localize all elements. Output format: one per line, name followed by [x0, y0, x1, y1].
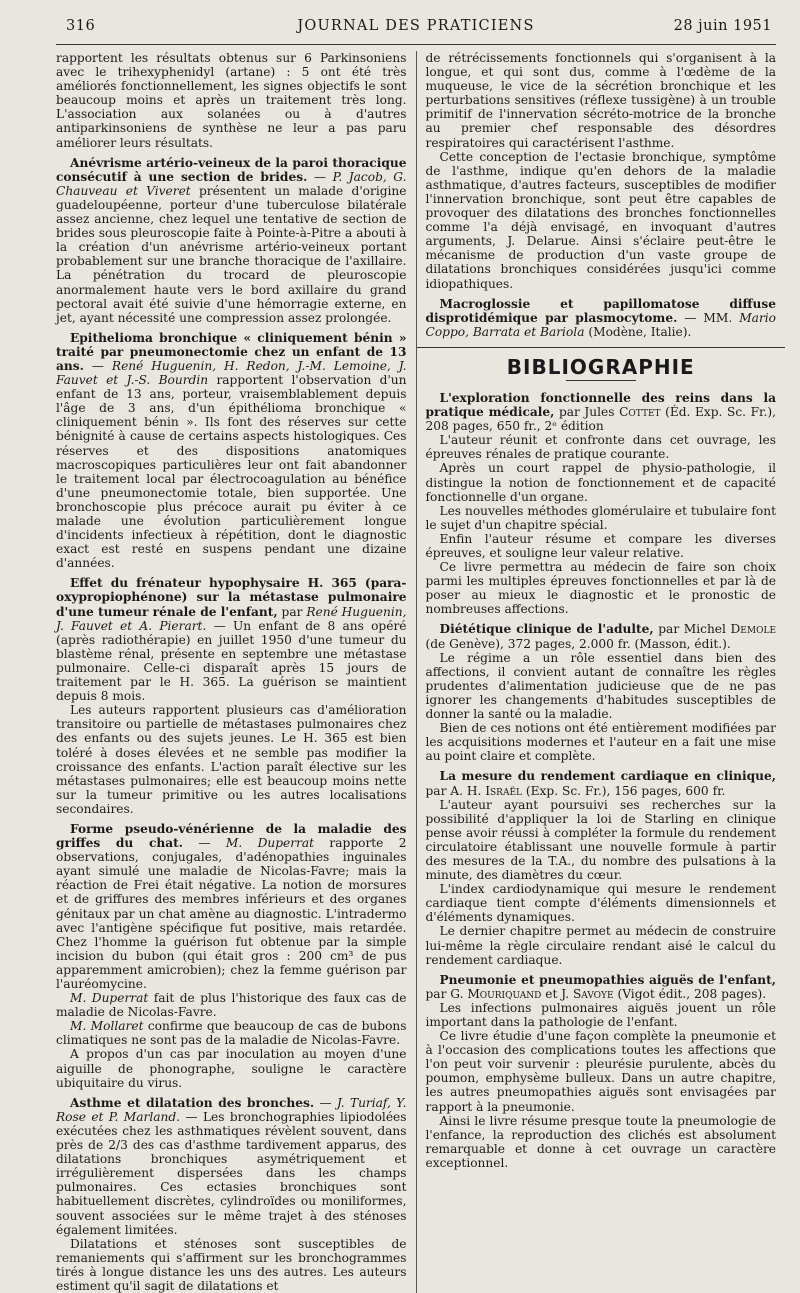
review-paragraph: Ce livre étudie d'une façon complète la pneumonie et à l'occasion des complications toutes les affections que l'on peut voir survenir : pleurésie purulente, abcès du poumon, emphysème bulleux. Dans un autre chapitre, les autres pneumopathies aiguës sont envisagées par rapport à la pneumonie. [425, 1029, 776, 1114]
section-body: rapportent l'observation d'un enfant de 13 ans, porteur, vraisemblablement depuis l'âge de 3 ans, d'un épithélioma bronchique « cliniquement bénin ». Ils font des réserves sur cette bénignité à cause de certains aspects histologiques. Ces réserves et des dispositions anatomiques macroscopiques particulières leur ont fait abandonner le traitement local par électrocoagulation au bénéfice d'une pneumonectomie totale, bien supportée. Une bronchoscopie plus précoce aurait pu éviter à ce malade une évolution particulièrement longue d'incidents infectieux à répétition, dont le diagnostic exact est resté en suspens pendant une dizaine d'années. [56, 373, 407, 571]
section-paragraph [56, 991, 407, 1019]
section-body: fait de plus l'historique des faux cas de maladie de Nicolas-Favre. [56, 991, 407, 1020]
section-paragraph: Effet du frénateur hypophysaire H. 365 (para-oxypropiophénone) sur la métastase pulmonaire d'une tumeur rénale de l'enfant, par René Huguenin, J. Fauvet et A. Pierart. — Un enfant de 8 ans opéré (après radiothérapie) en juillet 1950 d'une tumeur du blastème rénal, présente en septembre une métastase pulmonaire. Celle-ci disparaît après 15 jours de traitement par le H. 365. La guérison se maintient depuis 8 mois. [56, 576, 407, 704]
book-head [426, 622, 777, 650]
section-prefix: MM. [703, 310, 733, 325]
section-title: Anévrisme artério-veineux de la paroi thoracique consécutif à une section de brides. [56, 155, 407, 184]
header-rule [56, 44, 776, 45]
review-paragraph: Les nouvelles méthodes glomérulaire et tubulaire font le sujet d'un chapitre spécial. [425, 503, 776, 532]
book-author: Cottet [619, 405, 661, 420]
left-column [56, 51, 417, 1293]
section-paragraph: Anévrisme artério-veineux de la paroi thoracique consécutif à une section de brides. — P. Jacob, G. Chauveau et Viveret présentent un malade d'origine guadeloupéenne, porteur d'une tuberculose bilatérale assez ancienne, chez lequel une tentative de section de brides sous pleuroscopie faite à Pointe-à-Pitre a abouti à la création d'un anévrisme artério-veineux portant probablement sur une branche thoracique de l'axillaire. La pénétration du trocard de pleuroscopie anormalement haute vers le bord axillaire du grand pectoral avait été suivie d'une hémorragie externe, en jet, ayant nécessité une compression assez prolongée. [56, 155, 407, 325]
review-paragraph: L'auteur réunit et confronte dans cet ouvrage, les épreuves rénales de pratique courante. [425, 433, 776, 462]
section-title: Macroglossie et papillomatose diffuse disprotidémique par plasmocytome. [425, 296, 776, 325]
section-authors: Mario Coppo, Barrata et Bariola [425, 310, 777, 339]
section-authors: J. Turiaf, Y. Rose et P. Marland. [56, 1095, 407, 1124]
section-body: présentent un malade d'origine guadeloupéenne, porteur d'une tuberculose bilatérale assez ancienne, chez lequel une tentative de section de brides sous pleuroscopie faite à Pointe-à-Pitre a abouti à la création d'un anévrisme artério-veineux portant probablement sur une branche thoracique de l'axillaire. La pénétration du trocard de pleuroscopie anormalement haute vers le bord axillaire du grand pectoral avait été suivie d'une hémorragie externe, en jet, ayant nécessité une compression assez prolongée. [56, 183, 407, 325]
book-by: par Jules [558, 405, 615, 420]
book-review-reins [426, 391, 777, 617]
book-by: et J. [545, 986, 570, 1001]
continued-paragraph: Cette conception de l'ectasie bronchique, symptôme de l'asthme, indique qu'en dehors de la maladie asthmatique, d'autres facteurs, susceptibles de modifier l'innervation bronchique, sont peut être capables de provoquer des dilatations des bronches fonctionnelles comme l'a déjà envisagé, en invoquant d'autres arguments, J. Delarue. Ainsi s'éclaire peut-être le mécanisme de production d'un vaste groupe de dilatations bronchiques considérées jusqu'ici comme idiopathiques. [425, 149, 776, 291]
review-paragraph: L'auteur ayant poursuivi ses recherches sur la possibilité d'appliquer la loi de Starling en clinique pense avoir réussi à compléter la formule du rendement circulatoire établissant une nouvelle formule à partir des mesures de la T.A., du nombre des pulsations à la minute, des diamètres du cœur. [425, 797, 776, 883]
bibliography-title: BIBLIOGRAPHIE [506, 354, 695, 379]
book-by: par A. H. [425, 783, 482, 798]
book-head [426, 391, 777, 433]
review-paragraph: Ainsi le livre résume presque toute la pneumologie de l'enfance, la reproduction des clichés est absolument remarquable et donne à cet ouvrage un caractère exceptionnel. [425, 1113, 776, 1170]
issue-date: 28 juin 1951 [673, 18, 772, 34]
review-paragraph: Les infections pulmonaires aiguës jouent un rôle important dans la pathologie de l'enfant. [425, 1000, 776, 1029]
book-title: L'exploration fonctionnelle des reins dans la pratique médicale, [425, 390, 776, 420]
book-author: Demole [730, 622, 777, 637]
section-paragraph [56, 1019, 407, 1047]
section-griffes-du-chat [56, 822, 407, 1090]
section-paragraph: Les auteurs rapportent plusieurs cas d'amélioration transitoire ou partielle de métastases pulmonaires chez des enfants ou des sujets jeunes. Le H. 365 est bien toléré à doses élevées et ne semble pas modifier la croissance des enfants. L'action paraît élective sur les métastases pulmonaires; elle est beaucoup moins nette sur la tumeur primitive ou les autres localisations secondaires. [56, 703, 407, 816]
section-macroglossie [426, 297, 777, 339]
section-paragraph: Forme pseudo-vénérienne de la maladie des griffes du chat. — M. Duperrat rapporte 2 observations, conjugales, d'adénopathies inguinales ayant simulé une maladie de Nicolas-Favre; mais la réaction de Frei était négative. La notion de morsures et de griffures des membres inférieurs et des organes génitaux par un chat amène au diagnostic. L'intradermo avec l'antigène spécifique fut positive, mais retardée. Chez l'homme la guérison fut obtenue par la simple incision du bubon (qui était gros : 200 cm³ de pus apparemment amicrobien); chez la femme guérison par l'auréomycine. [56, 821, 407, 991]
journal-title: JOURNAL DES PRATICIENS [297, 18, 535, 34]
section-paragraph: Macroglossie et papillomatose diffuse disprotidémique par plasmocytome. — MM. Mario Coppo, Barrata et Bariola (Modène, Italie). [425, 296, 777, 339]
review-paragraph: Le régime a un rôle essentiel dans bien des affections, il convient autant de connaître les règles prudentes d'alimentation judicieuse que de ne pas ignorer les changements d'habitudes susceptibles de donner la santé ou la maladie. [425, 650, 776, 722]
section-body: confirme que beaucoup de cas de bubons climatiques ne sont pas de la maladie de Nicolas-Favre. [56, 1019, 407, 1048]
section-paragraph: Epithelioma bronchique « cliniquement bénin » traité par pneumonectomie chez un enfant de 13 ans. — René Huguenin, H. Redon, J.-M. Lemoine, J. Fauvet et J.-S. Bourdin rapportent l'observation d'un enfant de 13 ans, porteur, vraisemblablement depuis l'âge de 3 ans, d'un épithélioma bronchique « cliniquement bénin ». Ils font des réserves sur cette bénignité à cause de certains aspects histologiques. Ces réserves et des dispositions anatomiques macroscopiques particulières leur ont fait abandonner le traitement local par électrocoagulation au bénéfice d'une pneumonectomie totale, bien supportée. Une bronchoscopie plus précoce aurait pu éviter à ce malade une évolution particulièrement longue d'incidents infectieux à répétition, dont le diagnostic exact est resté en suspens pendant une dizaine d'années. [56, 330, 407, 571]
running-head [56, 14, 776, 40]
section-paragraph: A propos d'un cas par inoculation au moyen d'une aiguille de phonographe, souligne le caractère ubiquitaire du virus. [56, 1047, 407, 1090]
divider [417, 347, 786, 348]
book-publication: (Vigot édit., 208 pages). [617, 986, 767, 1001]
author-name: M. Mollaret [70, 1019, 144, 1034]
review-paragraph: Le dernier chapitre permet au médecin de construire lui-même la règle circulaire rendant aisé le calcul du rendement cardiaque. [425, 924, 776, 967]
book-author: Israël [485, 783, 523, 798]
book-publication: (de Genève), 372 pages, 2.000 fr. (Masson, édit.). [425, 636, 731, 651]
two-column-body [56, 51, 776, 1293]
section-authors: René Huguenin, J. Fauvet et A. Pierart. [56, 604, 407, 633]
section-title: Effet du frénateur hypophysaire H. 365 (para-oxypropiophénone) sur la métastase pulmonaire d'une tumeur rénale de l'enfant, [56, 576, 407, 619]
section-paragraph: Asthme et dilatation des bronches. — J. Turiaf, Y. Rose et P. Marland. — Les bronchographies lipiodolées exécutées chez les asthmatiques révèlent souvent, dans près de 2/3 des cas d'asthme tardivement apparus, des dilatations bronchiques asymétriquement et irrégulièrement dispersées dans les champs pulmonaires. Ces ectasies bronchiques sont habituellement discrètes, cylindroïdes ou moniliformes, souvent associées sur le même trajet à des sténoses également limitées. [56, 1095, 407, 1237]
section-asthme [56, 1096, 407, 1293]
section-title: Forme pseudo-vénérienne de la maladie des griffes du chat. [56, 821, 407, 851]
section-frenateur [56, 576, 407, 816]
book-head [426, 769, 777, 797]
book-author: Savoye [572, 986, 614, 1001]
review-paragraph: Bien de ces notions ont été entièrement modifiées par les acquisitions modernes et l'auteur en a fait une mise au point claire et complète. [425, 721, 776, 764]
book-author: Mouriquand [467, 986, 542, 1001]
book-head [426, 973, 777, 1001]
book-review-pneumonie [426, 973, 777, 1170]
book-by: par Michel [658, 622, 726, 637]
book-title: Diététique clinique de l'adulte, [439, 622, 654, 637]
section-paragraph: Dilatations et sténoses sont susceptibles de remaniements qui s'affirment sur les bronchogrammes tirés à longue distance les uns des autres. Les auteurs estiment qu'il sagit de dilatations et [56, 1236, 407, 1293]
continued-paragraph: de rétrécissements fonctionnels qui s'organisent à la longue, et qui sont dus, comme à l'œdème de la muqueuse, le vice de la sécrétion bronchique et les perturbations sensitives (réflexe tussigène) à un trouble primitif de l'innervation sécréto-motrice de la bronche au premier chef responsable des désordres respiratoires qui caractérisent l'asthme. [425, 51, 776, 150]
book-review-rendement-cardiaque [426, 769, 777, 966]
section-body: Un enfant de 8 ans opéré (après radiothérapie) en juillet 1950 d'une tumeur du blastème rénal, présente en septembre une métastase pulmonaire. Celle-ci disparaît après 15 jours de traitement par le H. 365. La guérison se maintient depuis 8 mois. [56, 618, 407, 704]
section-epithelioma [56, 331, 407, 571]
review-paragraph: Ce livre permettra au médecin de faire son choix parmi les multiples épreuves fonctionnelles et par là de poser au mieux le diagnostic et le pronostic de nombreuses affections. [425, 560, 776, 617]
section-authors: René Huguenin, H. Redon, J.-M. Lemoine, J. Fauvet et J.-S. Bourdin [56, 358, 407, 388]
section-anevrisme [56, 156, 407, 325]
section-authors: M. Duperrat [225, 836, 315, 851]
section-title: Asthme et dilatation des bronches. [70, 1095, 315, 1110]
right-column [417, 51, 777, 1293]
section-body: Les bronchographies lipiodolées exécutées chez les asthmatiques révèlent souvent, dans près de 2/3 des cas d'asthme tardivement apparus, des dilatations bronchiques asymétriquement et irrégulièrement dispersées dans les champs pulmonaires. Ces ectasies bronchiques sont habituellement discrètes, cylindroïdes ou moniliformes, souvent associées sur le même trajet à des sténoses également limitées. [56, 1109, 407, 1237]
author-name: M. Duperrat [70, 991, 149, 1006]
intro-paragraph: rapportent les résultats obtenus sur 6 Parkinsoniens avec le trihexyphenidyl (artane) : 5 ont été très améliorés fonctionnellement, les signes objectifs le sont beaucoup moins et après un traitement très long. L'association aux solanées ou à d'autres antiparkinsoniens de synthèse ne leur a pas paru améliorer leurs résultats. [56, 51, 407, 150]
section-title: Epithelioma bronchique « cliniquement bénin » traité par pneumonectomie chez un enfant de 13 ans. [56, 330, 407, 373]
divider [566, 380, 636, 381]
book-title: Pneumonie et pneumopathies aiguës de l'enfant, [439, 972, 776, 987]
review-paragraph: L'index cardiodynamique qui mesure le rendement cardiaque tient compte d'éléments dimensionnels et d'éléments dynamiques. [425, 882, 776, 925]
book-review-dietetique [426, 622, 777, 763]
review-paragraph: Après un court rappel de physio-pathologie, il distingue la notion de fonctionnement et de capacité fonctionnelle d'un organe. [425, 461, 776, 504]
bibliography-header [426, 347, 777, 381]
section-authors: P. Jacob, G. Chauveau et Viveret [56, 169, 407, 198]
section-body: (Modène, Italie). [588, 324, 692, 339]
section-body: rapporte 2 observations, conjugales, d'adénopathies inguinales ayant simulé une maladie de Nicolas-Favre; mais la réaction de Frei était négative. La notion de morsures et de griffures des membres inférieurs et des organes génitaux par un chat amène au diagnostic. L'intradermo avec l'antigène spécifique fut positive, mais retardée. Chez l'homme la guérison fut obtenue par la simple incision du bubon (qui était gros : 200 cm³ de pus apparemment amicrobien); chez la femme guérison par l'auréomycine. [56, 836, 407, 991]
book-publication: (Éd. Exp. Sc. Fr.), 208 pages, 650 fr., 2ᵉ édition [425, 405, 777, 434]
book-by: par G. [425, 986, 464, 1001]
book-publication: (Exp. Sc. Fr.), 156 pages, 600 fr. [525, 783, 726, 798]
review-paragraph: Enfin l'auteur résume et compare les diverses épreuves, et souligne leur valeur relative. [425, 531, 776, 560]
book-title: La mesure du rendement cardiaque en clinique, [439, 769, 776, 784]
page-number: 316 [66, 18, 96, 34]
